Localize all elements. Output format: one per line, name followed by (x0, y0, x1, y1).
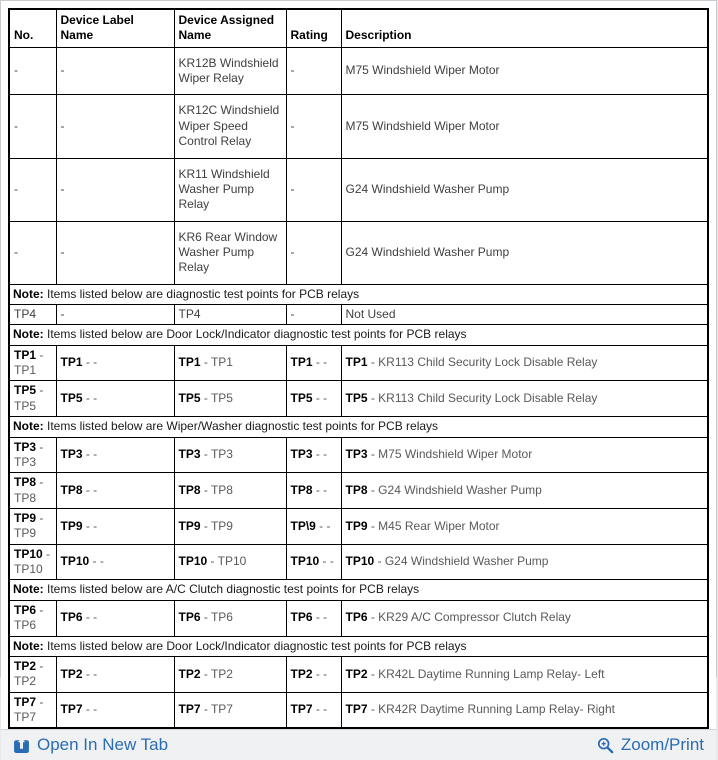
tp-row (9, 692, 708, 728)
zoom-in-icon (597, 737, 614, 754)
table-cell: - (9, 221, 56, 284)
note-row (9, 417, 708, 437)
table-cell: TP2 - - (286, 656, 341, 692)
note-cell: Note: Items listed below are Door Lock/Indicator diagnostic test points for PCB relays (9, 325, 708, 345)
table-cell: KR6 Rear Window Washer Pump Relay (174, 221, 286, 284)
document-area (1, 1, 716, 729)
table-cell: TP6 - - (56, 600, 174, 636)
device-row (9, 305, 708, 325)
note-row (9, 636, 708, 656)
table-cell: TP3 - - (56, 437, 174, 473)
table-cell: TP8 - TP8 (9, 473, 56, 509)
open-in-new-tab-button[interactable] (13, 735, 168, 755)
open-in-new-tab-icon (13, 737, 30, 754)
table-cell: TP1 - KR113 Child Security Lock Disable Relay (341, 345, 708, 381)
tp-row (9, 544, 708, 580)
table-cell: TP8 - - (286, 473, 341, 509)
table-cell: TP4 (9, 305, 56, 325)
table-cell: TP3 - - (286, 437, 341, 473)
table-cell: G24 Windshield Washer Pump (341, 221, 708, 284)
table-cell: TP6 - TP6 (174, 600, 286, 636)
table-cell: Not Used (341, 305, 708, 325)
column-header: Rating (286, 9, 341, 47)
table-cell: M75 Windshield Wiper Motor (341, 95, 708, 158)
table-cell: - (286, 95, 341, 158)
table-cell: - (9, 95, 56, 158)
table-cell: TP8 - TP8 (174, 473, 286, 509)
table-cell: TP8 - - (56, 473, 174, 509)
table-cell: TP5 - KR113 Child Security Lock Disable Relay (341, 381, 708, 417)
tp-row (9, 345, 708, 381)
table-cell: TP1 - TP1 (9, 345, 56, 381)
note-cell: Note: Items listed below are A/C Clutch diagnostic test points for PCB relays (9, 580, 708, 600)
tp-row (9, 508, 708, 544)
table-cell: TP2 - - (56, 656, 174, 692)
device-row (9, 47, 708, 95)
table-cell: - (56, 221, 174, 284)
device-row (9, 95, 708, 158)
table-cell: TP1 - TP1 (174, 345, 286, 381)
table-cell: TP10 - TP10 (9, 544, 56, 580)
table-cell: TP5 - TP5 (9, 381, 56, 417)
table-cell: TP5 - - (56, 381, 174, 417)
device-row (9, 158, 708, 221)
column-header: No. (9, 9, 56, 47)
table-cell: TP9 - M45 Rear Wiper Motor (341, 508, 708, 544)
table-cell: TP6 - KR29 A/C Compressor Clutch Relay (341, 600, 708, 636)
device-row (9, 221, 708, 284)
table-cell: TP7 - - (56, 692, 174, 728)
table-cell: - (286, 221, 341, 284)
column-header: Device Assigned Name (174, 9, 286, 47)
table-cell: TP1 - - (286, 345, 341, 381)
table-cell: TP9 - - (56, 508, 174, 544)
tp-row (9, 437, 708, 473)
table-header-row (9, 9, 708, 47)
table-cell: TP7 - KR42R Daytime Running Lamp Relay- Right (341, 692, 708, 728)
note-row (9, 325, 708, 345)
tp-row (9, 600, 708, 636)
note-cell: Note: Items listed below are Door Lock/Indicator diagnostic test points for PCB relays (9, 636, 708, 656)
table-cell: TP7 - TP7 (174, 692, 286, 728)
table-cell: - (286, 158, 341, 221)
table-cell: KR12C Windshield Wiper Speed Control Relay (174, 95, 286, 158)
table-cell: - (56, 95, 174, 158)
table-cell: - (56, 305, 174, 325)
table-cell: TP3 - M75 Windshield Wiper Motor (341, 437, 708, 473)
table-cell: TP9 - TP9 (174, 508, 286, 544)
table-cell: KR12B Windshield Wiper Relay (174, 47, 286, 95)
tp-row (9, 381, 708, 417)
table-cell: TP4 (174, 305, 286, 325)
table-cell: TP9 - TP9 (9, 508, 56, 544)
table-cell: TP6 - - (286, 600, 341, 636)
tp-row (9, 656, 708, 692)
table-cell: - (9, 158, 56, 221)
table-cell: M75 Windshield Wiper Motor (341, 47, 708, 95)
note-cell: Note: Items listed below are Wiper/Washer diagnostic test points for PCB relays (9, 417, 708, 437)
table-cell: G24 Windshield Washer Pump (341, 158, 708, 221)
note-row (9, 580, 708, 600)
table-cell: - (56, 47, 174, 95)
note-row (9, 284, 708, 304)
table-cell: TP5 - - (286, 381, 341, 417)
table-cell: - (286, 305, 341, 325)
table-cell: - (286, 47, 341, 95)
table-cell: TP10 - TP10 (174, 544, 286, 580)
table-cell: TP10 - - (56, 544, 174, 580)
column-header: Device Label Name (56, 9, 174, 47)
tp-row (9, 473, 708, 509)
table-cell: TP1 - - (56, 345, 174, 381)
zoom-print-label: Zoom/Print (620, 735, 704, 755)
note-cell: Note: Items listed below are diagnostic test points for PCB relays (9, 284, 708, 304)
table-cell: - (9, 47, 56, 95)
table-cell: TP2 - KR42L Daytime Running Lamp Relay- Left (341, 656, 708, 692)
column-header: Description (341, 9, 708, 47)
table-cell: TP2 - TP2 (174, 656, 286, 692)
table-cell: TP7 - TP7 (9, 692, 56, 728)
table-cell: TP3 - TP3 (9, 437, 56, 473)
viewer-toolbar (1, 729, 716, 760)
table-cell: TP10 - - (286, 544, 341, 580)
device-table (8, 8, 709, 729)
table-cell: TP3 - TP3 (174, 437, 286, 473)
table-cell: TP8 - G24 Windshield Washer Pump (341, 473, 708, 509)
open-in-new-tab-label: Open In New Tab (37, 735, 169, 755)
table-cell: TP6 - TP6 (9, 600, 56, 636)
table-cell: - (56, 158, 174, 221)
table-cell: TP5 - TP5 (174, 381, 286, 417)
table-cell: TP10 - G24 Windshield Washer Pump (341, 544, 708, 580)
table-cell: TP2 - TP2 (9, 656, 56, 692)
table-cell: KR11 Windshield Washer Pump Relay (174, 158, 286, 221)
table-cell: TP\9 - - (286, 508, 341, 544)
table-cell: TP7 - - (286, 692, 341, 728)
zoom-print-button[interactable] (597, 735, 704, 755)
